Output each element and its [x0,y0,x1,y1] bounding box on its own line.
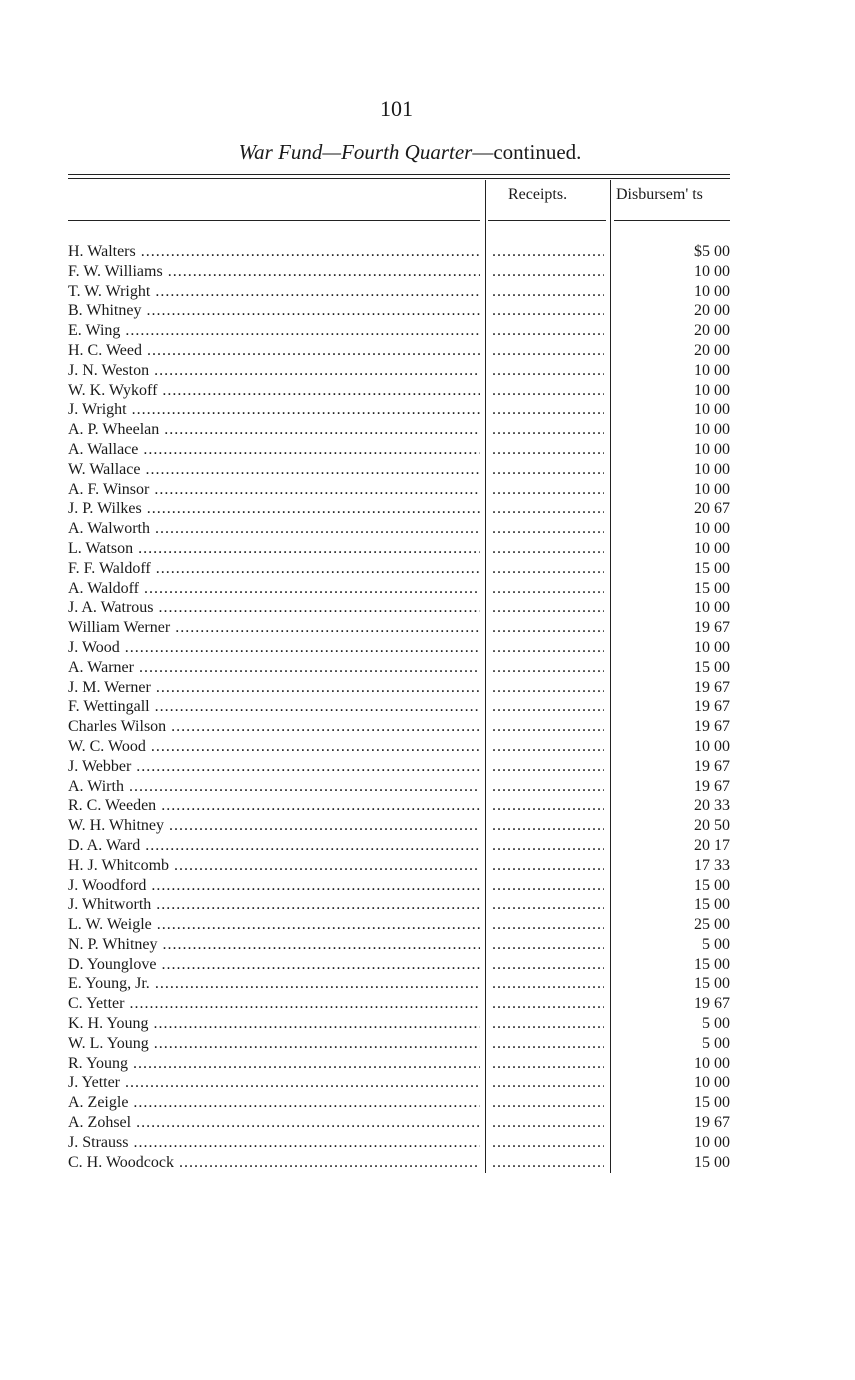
receipts-cell [492,283,604,301]
disbursement-amount: 10 00 [694,539,730,557]
payee-name: J. N. Weston ..... [68,362,480,380]
table-row [0,520,855,540]
disbursement-amount: 15 00 [694,896,730,914]
receipts-cell [492,481,604,499]
disbursement-amount: 20 00 [694,322,730,340]
table-row [0,540,855,560]
receipts-cell [492,936,604,954]
payee-name: L. Watson ..... [68,540,480,558]
receipts-cell [492,659,604,677]
header-bottom-rule-receipts [488,220,606,221]
disbursement-amount: 10 00 [694,421,730,439]
disbursement-amount: 10 00 [694,520,730,538]
payee-name: A. F. Winsor ..... [68,481,480,499]
disbursement-amount: 19 67 [694,1114,730,1132]
disbursement-amount: 19 67 [694,698,730,716]
disbursement-amount: 20 17 [694,836,730,854]
payee-name: J. P. Wilkes ..... [68,500,480,518]
payee-name: H. C. Weed ..... [68,342,480,360]
disbursement-amount: 15 00 [694,975,730,993]
table-row [0,1094,855,1114]
title-continued: —continued. [472,140,582,164]
payee-name: W. H. Whitney ..... [68,817,480,835]
receipts-cell [492,1015,604,1033]
payee-name: W. K. Wykoff ..... [68,382,480,400]
receipts-cell [492,322,604,340]
payee-name: C. Yetter ..... [68,995,480,1013]
disbursement-amount: 20 50 [694,817,730,835]
disbursement-amount: 5 00 [702,935,730,953]
table-row [0,1074,855,1094]
receipts-cell [492,738,604,756]
disbursement-amount: 19 67 [694,995,730,1013]
payee-name: B. Whitney ..... [68,302,480,320]
disbursement-amount: 15 00 [694,955,730,973]
table-top-rule [68,174,730,175]
disbursement-amount: 20 00 [694,302,730,320]
disbursement-amount: 19 67 [694,619,730,637]
table-row [0,382,855,402]
receipts-cell [492,679,604,697]
header-bottom-rule-disb [614,220,730,221]
page-number: 101 [380,96,413,121]
payee-name: D. A. Ward ..... [68,837,480,855]
payee-name: K. H. Young ..... [68,1015,480,1033]
payee-name: A. Zeigle ..... [68,1094,480,1112]
table-row [0,342,855,362]
disbursement-amount: 19 67 [694,678,730,696]
table-row [0,302,855,322]
table-row [0,322,855,342]
receipts-cell [492,500,604,518]
receipts-cell [492,956,604,974]
receipts-cell [492,1074,604,1092]
disbursement-amount: 10 00 [694,262,730,280]
table-row [0,481,855,501]
payee-name: Charles Wilson ..... [68,718,480,736]
table-row [0,718,855,738]
disbursement-amount: 10 00 [694,381,730,399]
payee-name: J. A. Watrous ..... [68,599,480,617]
table-row [0,797,855,817]
table-row [0,857,855,877]
disbursement-amount: 10 00 [694,1133,730,1151]
receipts-cell [492,1094,604,1112]
table-row [0,758,855,778]
payee-name: A. Wirth ..... [68,778,480,796]
receipts-cell [492,817,604,835]
payee-name: A. Zohsel ..... [68,1114,480,1132]
disbursement-amount: 25 00 [694,916,730,934]
payee-name: J. M. Werner ..... [68,679,480,697]
receipts-cell [492,975,604,993]
table-row [0,599,855,619]
receipts-cell [492,580,604,598]
payee-name: F. W. Williams ..... [68,263,480,281]
receipts-cell [492,1154,604,1172]
payee-name: A. Waldoff ..... [68,580,480,598]
receipts-cell [492,857,604,875]
payee-name: A. Warner ..... [68,659,480,677]
receipts-cell [492,778,604,796]
payee-name: E. Wing ..... [68,322,480,340]
disbursement-amount: 20 00 [694,341,730,359]
table-row [0,1055,855,1075]
table-row [0,837,855,857]
payee-name: H. J. Whitcomb ..... [68,857,480,875]
title-main: War Fund—Fourth Quarter [238,140,473,164]
disbursement-amount: 20 33 [694,797,730,815]
receipts-cell [492,877,604,895]
table-row [0,461,855,481]
receipts-cell [492,837,604,855]
disbursement-amount: 10 00 [694,1074,730,1092]
receipts-cell [492,896,604,914]
page-title [0,140,810,165]
disbursement-amount: 20 67 [694,500,730,518]
receipts-header: Receipts. [508,186,568,203]
payee-name: H. Walters ..... [68,243,480,261]
receipts-cell [492,560,604,578]
receipts-cell [492,362,604,380]
disbursement-amount: 10 00 [694,737,730,755]
table-row [0,283,855,303]
disbursement-amount: 19 67 [694,718,730,736]
table-row [0,916,855,936]
payee-name: R. C. Weeden ..... [68,797,480,815]
disbursement-amount: 10 00 [694,638,730,656]
table-row [0,956,855,976]
receipts-cell [492,382,604,400]
disbursement-amount: 19 67 [694,777,730,795]
table-row [0,1154,855,1174]
table-row [0,560,855,580]
receipts-cell [492,1134,604,1152]
receipts-cell [492,263,604,281]
receipts-cell [492,461,604,479]
disbursement-amount: 10 00 [694,401,730,419]
receipts-cell [492,619,604,637]
disbursement-amount: 15 00 [694,579,730,597]
receipts-cell [492,540,604,558]
payee-name: A. Wallace ..... [68,441,480,459]
disbursement-amount: 15 00 [694,1153,730,1171]
receipts-cell [492,698,604,716]
disbursement-amount: 10 00 [694,1054,730,1072]
table-row [0,817,855,837]
disbursement-amount: 15 00 [694,1094,730,1112]
receipts-cell [492,916,604,934]
disbursement-amount: 10 00 [694,480,730,498]
payee-name: J. Whitworth ..... [68,896,480,914]
disbursement-amount: 15 00 [694,658,730,676]
receipts-cell [492,797,604,815]
receipts-cell [492,342,604,360]
table-row [0,659,855,679]
receipts-cell [492,1035,604,1053]
table-row [0,401,855,421]
payee-name: A. P. Wheelan ..... [68,421,480,439]
disbursement-amount: $5 00 [694,243,730,260]
receipts-cell [492,995,604,1013]
table-row [0,975,855,995]
receipts-cell [492,401,604,419]
table-row [0,778,855,798]
table-row [0,995,855,1015]
table-row [0,679,855,699]
payee-name: J. Wood ..... [68,639,480,657]
payee-name: N. P. Whitney ..... [68,936,480,954]
payee-name: J. Yetter ..... [68,1074,480,1092]
payee-name: J. Webber ..... [68,758,480,776]
disbursement-amount: 10 00 [694,440,730,458]
table-row [0,362,855,382]
payee-name: J. Strauss ..... [68,1134,480,1152]
receipts-cell [492,520,604,538]
disbursement-amount: 5 00 [702,1015,730,1033]
receipts-cell [492,599,604,617]
table-row [0,500,855,520]
receipts-cell [492,302,604,320]
disbursements-header: Disbursem' ts [616,186,703,203]
disbursement-amount: 10 00 [694,460,730,478]
payee-name: T. W. Wright ..... [68,283,480,301]
payee-name: W. L. Young ..... [68,1035,480,1053]
disbursement-amount: 17 33 [694,856,730,874]
receipts-cell [492,1114,604,1132]
table-row [0,936,855,956]
receipts-cell [492,243,604,261]
receipts-cell [492,421,604,439]
payee-name: R. Young ..... [68,1055,480,1073]
payee-name: D. Younglove ..... [68,956,480,974]
payee-name: F. F. Waldoff ..... [68,560,480,578]
payee-name: J. Woodford ..... [68,877,480,895]
table-row [0,263,855,283]
disbursement-amount: 10 00 [694,361,730,379]
disbursement-amount: 19 67 [694,757,730,775]
table-row [0,441,855,461]
table-row [0,243,855,263]
table-top-rule-inner [68,178,730,179]
disbursement-amount: 10 00 [694,282,730,300]
disbursement-amount: 15 00 [694,876,730,894]
disbursement-amount: 10 00 [694,599,730,617]
payee-name: William Werner ..... [68,619,480,637]
table-row [0,1015,855,1035]
payee-name: C. H. Woodcock ..... [68,1154,480,1172]
table-row [0,1035,855,1055]
table-row [0,877,855,897]
receipts-cell [492,1055,604,1073]
payee-name: W. Wallace ..... [68,461,480,479]
payee-name: W. C. Wood ..... [68,738,480,756]
header-bottom-rule-name [68,220,480,221]
table-row [0,619,855,639]
table-row [0,738,855,758]
table-row [0,896,855,916]
payee-name: F. Wettingall ..... [68,698,480,716]
payee-name: J. Wright ..... [68,401,480,419]
payee-name: E. Young, Jr. ..... [68,975,480,993]
receipts-cell [492,758,604,776]
table-row [0,1134,855,1154]
payee-name: L. W. Weigle ..... [68,916,480,934]
disbursement-amount: 5 00 [702,1034,730,1052]
table-row [0,1114,855,1134]
table-row [0,639,855,659]
receipts-cell [492,441,604,459]
payee-name: A. Walworth ..... [68,520,480,538]
disbursement-amount: 15 00 [694,559,730,577]
receipts-cell [492,639,604,657]
table-row [0,698,855,718]
ledger-rows [0,243,855,1173]
table-row [0,580,855,600]
receipts-cell [492,718,604,736]
table-row [0,421,855,441]
